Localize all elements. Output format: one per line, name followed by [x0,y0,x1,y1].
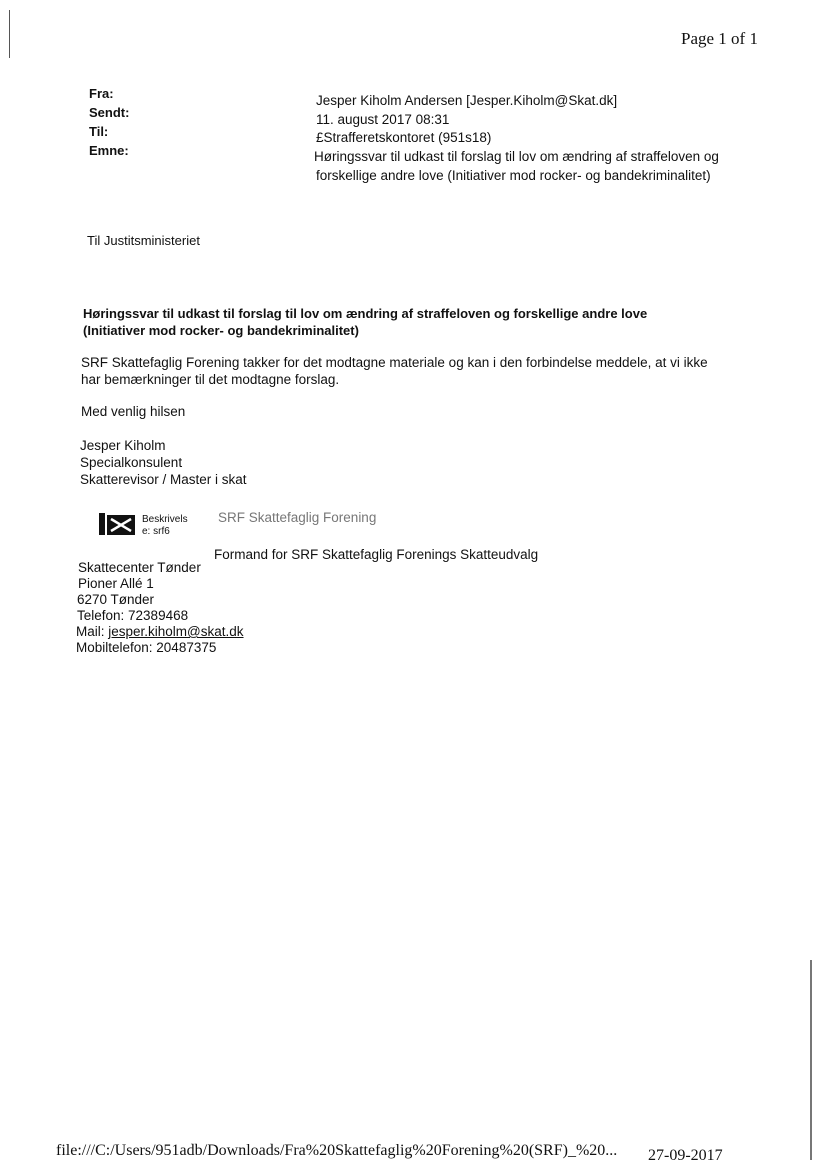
signature-role: Skatterevisor / Master i skat [80,472,247,487]
mail-label: Mail: [76,624,109,639]
mail-link[interactable]: jesper.kiholm@skat.dk [108,624,244,639]
broken-image [98,511,138,537]
signature-name: Jesper Kiholm [80,438,166,453]
image-alt-line2: e: srf6 [142,526,170,537]
title-line2: (Initiativer mod rocker- og bandekriminalitet) [83,323,359,338]
to-label: Til: [89,124,109,139]
footer-date: 27-09-2017 [648,1147,723,1164]
from-value: Jesper Kiholm Andersen [Jesper.Kiholm@Skat.dk] [316,93,618,108]
mobile-number: Mobiltelefon: 20487375 [76,640,217,655]
footer-file-path: file:///C:/Users/951adb/Downloads/Fra%20Skattefaglig%20Forening%20(SRF)_%20... [56,1142,618,1159]
subject-value-line1: Høringssvar til udkast til forslag til lov om ændring af straffeloven og [314,149,719,164]
office-city: 6270 Tønder [77,592,155,607]
phone-number: Telefon: 72389468 [77,608,189,623]
from-label: Fra: [89,86,114,101]
recipient-line: Til Justitsministeriet [87,233,200,248]
subject-label: Emne: [89,143,129,158]
closing-line: Med venlig hilsen [81,404,186,419]
scan-edge-right [810,960,812,1160]
mail-line [76,624,244,640]
page-label: Page 1 of 1 [681,29,758,48]
scan-edge-left [9,10,10,58]
office-street: Pioner Allé 1 [78,576,154,591]
to-value: £Strafferetskontoret (951s18) [316,130,492,145]
sent-value: 11. august 2017 08:31 [316,112,450,127]
paragraph-line2: har bemærkninger til det modtagne forslag. [81,372,340,387]
broken-image-icon [98,511,138,537]
org-role: Formand for SRF Skattefaglig Forenings Skatteudvalg [214,547,539,562]
paragraph-line1: SRF Skattefaglig Forening takker for det modtagne materiale og kan i den forbindelse meddele, at vi ikke [81,355,708,370]
signature-title: Specialkonsulent [80,455,183,470]
sent-label: Sendt: [89,105,130,120]
image-alt-line1: Beskrivels [142,514,188,525]
title-line1: Høringssvar til udkast til forslag til lov om ændring af straffeloven og forskellige andre love [83,306,648,321]
org-name: SRF Skattefaglig Forening [218,510,377,525]
subject-value-line2: forskellige andre love (Initiativer mod rocker- og bandekriminalitet) [316,168,711,183]
office-name: Skattecenter Tønder [78,560,201,575]
